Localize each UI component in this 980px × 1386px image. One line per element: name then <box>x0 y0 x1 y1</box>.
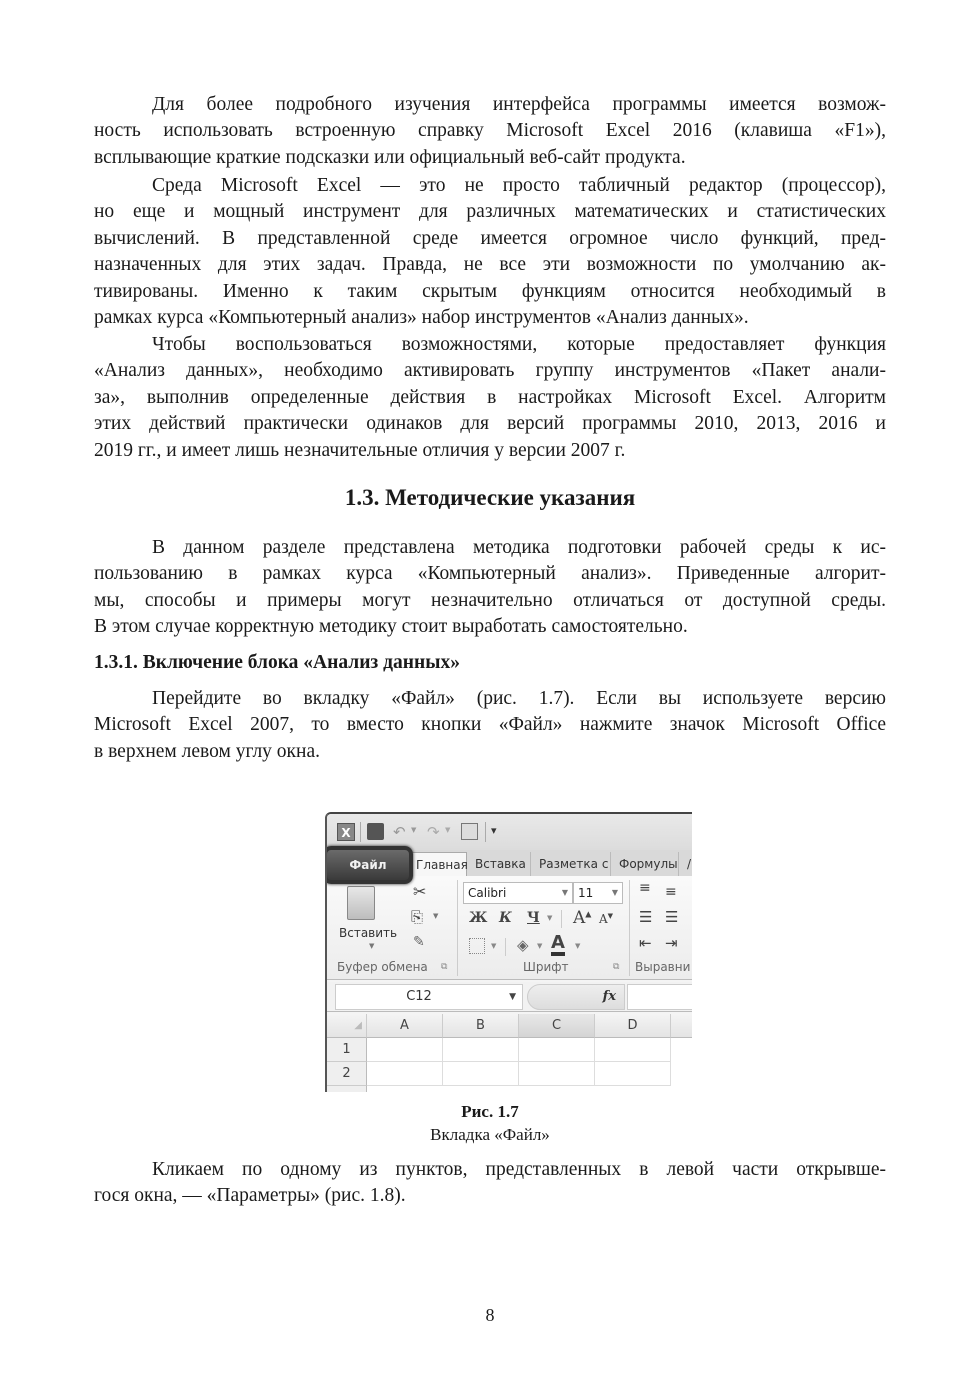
text-line: тивированы. Именно к таким скрытым функциям относится необходимый в <box>94 280 886 302</box>
borders-dropdown-icon[interactable]: ▼ <box>491 942 497 950</box>
name-box[interactable] <box>335 984 523 1010</box>
alignment-group-label: Выравни <box>635 960 691 974</box>
font-name-select[interactable] <box>463 882 573 904</box>
text-line: Перейдите во вкладку «Файл» (рис. 1.7). Если вы используете версию <box>152 688 886 709</box>
align-left-icon[interactable]: ☰ <box>639 908 653 926</box>
align-top-icon[interactable]: ≡ <box>639 880 651 896</box>
cell-a1[interactable] <box>367 1038 443 1062</box>
text-line: за», выполнив определенные действия в настройках Microsoft Excel. Алгоритм <box>94 386 886 408</box>
paste-icon[interactable] <box>347 886 375 920</box>
clipboard-group-label: Буфер обмена <box>337 960 428 974</box>
ribbon-home <box>327 876 692 980</box>
fill-color-dropdown-icon[interactable]: ▼ <box>537 942 543 950</box>
tab-page-layout[interactable]: Разметка с <box>535 852 611 876</box>
group-separator <box>457 880 458 976</box>
tab-next-partial[interactable]: / <box>687 857 692 871</box>
cell-b1[interactable] <box>443 1038 519 1062</box>
italic-button[interactable]: К <box>499 910 512 926</box>
align-middle-icon[interactable]: ≡ <box>665 884 677 900</box>
font-group-label: Шрифт <box>523 960 569 974</box>
cell-d2[interactable] <box>595 1062 671 1086</box>
row-header-1[interactable]: 1 <box>327 1038 367 1062</box>
format-painter-icon[interactable]: ✎ <box>413 934 425 950</box>
column-header-c[interactable]: C <box>519 1014 595 1038</box>
text-line: пользованию в рамках курса «Компьютерный анализ». Приведенные алгорит- <box>94 563 886 585</box>
paragraph-analysis-toolpak <box>94 332 886 464</box>
text-line: но еще и мощный инструмент для различных математических и статистических <box>94 201 886 223</box>
redo-dropdown-icon[interactable]: ▼ <box>445 826 451 834</box>
column-header-partial[interactable] <box>671 1014 692 1038</box>
copy-icon[interactable]: ⎘ <box>411 908 424 926</box>
font-name-value: Calibri <box>468 886 507 900</box>
font-color-icon[interactable]: A <box>551 934 565 956</box>
form-icon[interactable] <box>461 823 478 840</box>
cell-c2[interactable] <box>519 1062 595 1086</box>
formula-bar <box>327 982 692 1012</box>
copy-dropdown-icon[interactable]: ▼ <box>433 912 439 920</box>
text-line: Для более подробного изучения интерфейса программы имеется возмож- <box>152 94 886 115</box>
select-all-corner[interactable]: ◢ <box>327 1014 367 1038</box>
column-header-b[interactable]: B <box>443 1014 519 1038</box>
file-tab-button[interactable]: Файл <box>325 846 413 884</box>
borders-icon[interactable] <box>469 938 485 954</box>
fx-icon: fx <box>602 989 616 1004</box>
text-line: В данном разделе представлена методика подготовки рабочей среды к ис- <box>152 537 886 558</box>
figure-number: Рис. 1.7 <box>461 1102 519 1121</box>
text-line: всплывающие краткие подсказки или официальный веб-сайт продукта. <box>94 146 686 168</box>
grow-font-button[interactable]: A▲ <box>573 908 592 928</box>
save-icon[interactable] <box>367 823 384 840</box>
row-header-2[interactable]: 2 <box>327 1062 367 1086</box>
text-line: этих действий практически одинаков для версий программы 2010, 2013, 2016 и <box>94 413 886 435</box>
insert-function-button[interactable] <box>527 984 625 1010</box>
tab-home[interactable]: Главная <box>411 852 467 876</box>
text-line: в верхнем левом углу окна. <box>94 740 320 762</box>
group-separator <box>629 880 630 976</box>
text-line: мы, способы и примеры могут незначительно отличаться от доступной среды. <box>94 589 886 611</box>
text-line: Чтобы воспользоваться возможностями, которые предоставляет функция <box>152 334 886 355</box>
text-line: вычислений. В представленной среде имеется огромное число функций, пред- <box>94 227 886 249</box>
section-heading: 1.3. Методические указания <box>344 485 636 510</box>
figure-caption: Вкладка «Файл» <box>430 1125 550 1144</box>
cell-c1[interactable] <box>519 1038 595 1062</box>
divider <box>505 938 506 956</box>
excel-screenshot-figure <box>325 812 692 1092</box>
column-header-a[interactable]: A <box>367 1014 443 1038</box>
subsection-heading: 1.3.1. Включение блока «Анализ данных» <box>94 652 460 673</box>
chevron-down-icon: ▼ <box>509 992 516 1002</box>
cell-a2[interactable] <box>367 1062 443 1086</box>
toolbar-separator <box>485 822 486 842</box>
chevron-down-icon: ▼ <box>611 888 618 897</box>
font-size-value: 11 <box>578 886 594 900</box>
decrease-indent-icon[interactable]: ⇤ <box>639 934 652 952</box>
tab-insert[interactable]: Вставка <box>471 852 531 876</box>
paragraph-file-tab-instruction <box>94 686 886 765</box>
text-line: «Анализ данных», необходимо активировать группу инструментов «Пакет анали- <box>94 360 886 382</box>
fill-color-icon[interactable]: ◈ <box>517 936 529 954</box>
quick-access-toolbar <box>327 814 692 850</box>
grow-font-label: A <box>573 908 586 928</box>
row-header-3-partial[interactable] <box>327 1086 367 1092</box>
clipboard-dialog-launcher-icon[interactable]: ⧉ <box>441 962 448 972</box>
underline-dropdown-icon[interactable]: ▼ <box>547 914 553 922</box>
tab-formulas[interactable]: Формулы <box>615 852 679 876</box>
underline-button[interactable]: Ч <box>527 910 540 926</box>
formula-input[interactable] <box>627 984 692 1010</box>
name-box-value: C12 <box>406 989 432 1004</box>
paragraph-parameters <box>94 1157 886 1210</box>
shrink-font-label: A <box>599 912 608 926</box>
undo-icon[interactable]: ↶ <box>393 823 406 841</box>
spreadsheet-grid <box>327 1014 692 1092</box>
text-line: назначенных для этих задач. Правда, не все эти возможности по умолчанию ак- <box>94 254 886 276</box>
text-line: В этом случае корректную методику стоит выработать самостоятельно. <box>94 616 688 638</box>
cell-b2[interactable] <box>443 1062 519 1086</box>
shrink-font-button[interactable]: A▼ <box>599 912 614 926</box>
font-size-select[interactable] <box>573 882 623 904</box>
paragraph-excel-environment <box>94 173 886 331</box>
paste-dropdown-icon[interactable]: ▼ <box>369 942 375 950</box>
chevron-down-icon: ▼ <box>561 888 568 897</box>
font-dialog-launcher-icon[interactable]: ⧉ <box>613 962 620 972</box>
excel-app-icon[interactable]: X <box>337 823 355 841</box>
page-number: 8 <box>485 1305 495 1325</box>
column-header-d[interactable]: D <box>595 1014 671 1038</box>
undo-dropdown-icon[interactable]: ▼ <box>411 826 417 834</box>
bold-button[interactable]: Ж <box>469 910 488 926</box>
text-line: гося окна, — «Параметры» (рис. 1.8). <box>94 1185 406 1207</box>
align-center-icon[interactable]: ☰ <box>665 908 679 926</box>
font-color-dropdown-icon[interactable]: ▼ <box>575 942 581 950</box>
toolbar-separator <box>360 822 361 842</box>
cell-d1[interactable] <box>595 1038 671 1062</box>
redo-icon[interactable]: ↷ <box>427 823 440 841</box>
divider <box>561 910 562 928</box>
text-line: Среда Microsoft Excel — это не просто табличный редактор (процессор), <box>152 175 886 196</box>
paragraph-intro-help <box>94 92 886 171</box>
paste-button-label[interactable]: Вставить <box>339 926 398 940</box>
text-line: Кликаем по одному из пунктов, представленных в левой части открывше- <box>152 1159 886 1180</box>
text-line: рамках курса «Компьютерный анализ» набор инструментов «Анализ данных». <box>94 307 749 329</box>
cut-icon[interactable]: ✂ <box>413 882 427 901</box>
text-line: ность использовать встроенную справку Microsoft Excel 2016 (клавиша «F1»), <box>94 120 886 142</box>
customize-toolbar-icon[interactable]: ▾ <box>491 824 497 837</box>
paragraph-methodology <box>94 535 886 641</box>
increase-indent-icon[interactable]: ⇥ <box>665 934 678 952</box>
text-line: Microsoft Excel 2007, то вместо кнопки «Файл» нажмите значок Microsoft Office <box>94 714 886 736</box>
text-line: 2019 гг., и имеет лишь незначительные отличия у версии 2007 г. <box>94 439 626 461</box>
